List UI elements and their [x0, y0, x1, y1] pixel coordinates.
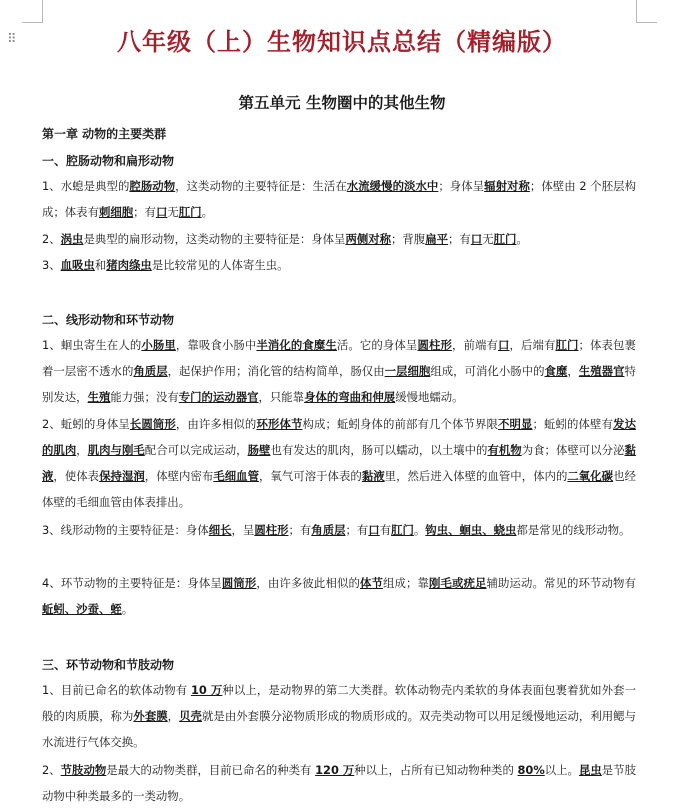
key-term: 昆虫: [578, 763, 602, 777]
text-run: ，靠吸食小肠中: [175, 338, 257, 352]
text-run: 2、: [42, 232, 61, 246]
key-term: 肛门: [178, 205, 202, 219]
text-run: 能力强；没有: [110, 390, 179, 404]
text-run: 。: [201, 205, 213, 219]
page-corner-mark-right: [636, 0, 657, 23]
text-run: 配合可以完成运动，: [144, 443, 248, 457]
key-term: 有机物: [487, 443, 522, 457]
key-term: 涡虫: [60, 232, 84, 246]
text-run: ，: [167, 709, 180, 723]
key-term: 猪肉绦虫: [106, 258, 152, 272]
text-run: ；体壁由 2 个胚层构成；体表有: [42, 179, 636, 219]
text-run: 3、线形动物的主要特征是：身体: [42, 523, 209, 537]
text-run: 也经体壁的毛细血管由体表排出。: [42, 469, 636, 509]
section-2-paragraph-1: [42, 332, 636, 410]
text-run: 构成；蚯蚓身体的前部有几个体节界限: [302, 417, 499, 431]
key-term: 10 万: [190, 683, 223, 697]
text-run: 种以上，占所有已知动物种类的: [354, 763, 518, 777]
text-run: 都是常见的线形动物。: [516, 523, 631, 537]
text-run: ；有: [345, 523, 369, 537]
text-run: ；背腹: [391, 232, 426, 246]
text-run: ，只能靠: [258, 390, 305, 404]
key-term: 小肠里: [141, 338, 176, 352]
key-term: 两侧对称: [345, 232, 392, 246]
section-3-paragraph-2: [42, 757, 636, 809]
text-run: 4、环节动物的主要特征是：身体呈: [42, 576, 222, 590]
text-run: ；体表包裹着一层密不透水的: [42, 338, 636, 378]
text-run: 组成；靠: [382, 576, 429, 590]
page-corner-mark-left: [22, 0, 43, 23]
key-term: 圆筒形: [221, 576, 257, 590]
key-term: 120 万: [315, 763, 355, 777]
key-term: 不明显: [498, 417, 533, 431]
text-run: 为食；体壁可以分泌: [521, 443, 625, 457]
key-term: 专门的运动器官: [178, 390, 259, 404]
text-run: 1、目前已命名的软体动物有: [42, 683, 191, 697]
text-run: ，: [567, 364, 579, 378]
section-1-paragraph-2: [42, 226, 636, 252]
text-run: 就是由外套膜分泌物质形成的物质形成的。双壳类动物可以用足缓慢地运动，利用鳃与水流进行气体交换。: [42, 709, 636, 749]
text-run: 是比较常见的人体寄生虫。: [151, 258, 289, 272]
text-run: 无: [167, 205, 179, 219]
text-run: 1、水螅是典型的: [42, 179, 130, 193]
key-term: 生殖器官: [578, 364, 625, 378]
text-run: ；蚯蚓的体壁有: [532, 417, 614, 431]
key-term: 发达的肌肉: [42, 417, 636, 457]
text-run: 辅助运动。常见的环节动物有: [486, 576, 636, 590]
section-1-paragraph-3: [42, 252, 636, 278]
text-run: 。: [413, 523, 426, 537]
key-term: 外套膜: [133, 709, 168, 723]
text-run: ，起保护作用；消化管的结构简单，肠仅由: [167, 364, 385, 378]
text-run: 和: [94, 258, 107, 272]
text-run: ，: [76, 443, 88, 457]
text-run: 以上。: [544, 763, 579, 777]
text-run: 是典型的扁形动物，这类动物的主要特征是：身体呈: [83, 232, 346, 246]
text-run: ；有: [448, 232, 471, 246]
text-run: ，体壁内密布: [144, 469, 214, 483]
key-term: 肛门: [391, 523, 414, 537]
text-run: 活。它的身体呈: [336, 338, 418, 352]
text-run: ，后端有: [509, 338, 556, 352]
key-term: 长圆筒形: [129, 417, 176, 431]
text-run: ，由许多彼此相似的: [256, 576, 360, 590]
key-term: 刺细胞: [98, 205, 134, 219]
section-2-paragraph-4: [42, 570, 636, 622]
key-term: 细长: [208, 523, 232, 537]
section-heading-3: 三、环节动物和节肢动物: [42, 658, 175, 672]
text-run: 是最大的动物类群，目前已命名的种类有: [106, 763, 316, 777]
section-1-paragraph-1: [42, 173, 636, 225]
chapter-title: 第一章 动物的主要类群: [42, 127, 167, 141]
key-term: 体节: [359, 576, 383, 590]
key-term: 口: [497, 338, 510, 352]
key-term: 身体的弯曲和伸展: [304, 390, 396, 404]
text-run: 种以上，是动物界的第二大类群。软体动物壳内柔软的身体表面包裹着犹如外套一般的肉质膜，称为: [42, 683, 636, 723]
key-term: 圆柱形: [417, 338, 452, 352]
key-term: 贝壳: [179, 709, 202, 723]
key-term: 黏液: [361, 469, 385, 483]
section-2-paragraph-2: [42, 411, 636, 515]
key-term: 钩虫、蛔虫、蛲虫: [425, 523, 517, 537]
unit-title: 第五单元 生物圈中的其他生物: [238, 93, 446, 112]
key-term: 口: [470, 232, 483, 246]
text-run: 特别发达，: [42, 364, 636, 404]
key-term: 节肢动物: [60, 763, 107, 777]
key-term: 角质层: [311, 523, 346, 537]
key-term: 半消化的食糜生: [256, 338, 337, 352]
key-term: 蚯蚓、沙蚕、蛭: [42, 602, 122, 616]
key-term: 扁平: [425, 232, 448, 246]
text-run: 是节肢动物中种类最多的一类动物。: [42, 763, 636, 803]
text-run: 有: [379, 523, 392, 537]
text-run: ；有: [133, 205, 156, 219]
section-heading-1: 一、腔肠动物和扁形动物: [42, 154, 175, 168]
text-run: ，前端有: [451, 338, 498, 352]
key-term: 圆柱形: [254, 523, 289, 537]
key-term: 环形体节: [256, 417, 303, 431]
text-run: 。: [121, 602, 134, 616]
section-2-paragraph-3: [42, 517, 636, 543]
key-term: 刚毛或疣足: [428, 576, 487, 590]
key-term: 辐射对称: [484, 179, 530, 193]
key-term: 生殖: [87, 390, 111, 404]
text-run: ，呈: [231, 523, 255, 537]
text-run: 组成，可消化小肠中的: [430, 364, 545, 378]
section-heading-2: 二、线形动物和环节动物: [42, 313, 175, 327]
doc-title: 八年级（上）生物知识点总结（精编版）: [117, 27, 567, 56]
key-term: 80%: [517, 763, 545, 777]
text-run: 3、: [42, 258, 61, 272]
key-term: 黏液: [42, 443, 636, 483]
key-term: 血吸虫: [60, 258, 95, 272]
text-run: 无: [482, 232, 494, 246]
text-run: ；有: [288, 523, 312, 537]
key-term: 肛门: [555, 338, 579, 352]
key-term: 口: [155, 205, 168, 219]
key-term: 口: [368, 523, 380, 537]
key-term: 肌肉与刚毛: [87, 443, 145, 457]
key-term: 水流缓慢的淡水中: [346, 179, 439, 193]
text-run: 里，然后进入体壁的血管中，体内的: [384, 469, 568, 483]
text-run: 。: [516, 232, 528, 246]
key-term: 肛门: [493, 232, 517, 246]
key-term: 肠壁: [247, 443, 271, 457]
key-term: 角质层: [133, 364, 168, 378]
key-term: 腔肠动物: [129, 179, 176, 193]
key-term: 食糜: [544, 364, 568, 378]
text-run: 也有发达的肌肉，肠可以蠕动，以土壤中的: [270, 443, 488, 457]
text-run: 1、蛔虫寄生在人的: [42, 338, 142, 352]
text-run: ；身体呈: [438, 179, 485, 193]
move-handle-icon[interactable]: ⠿: [7, 32, 15, 47]
text-run: 2、蚯蚓的身体呈: [42, 417, 130, 431]
key-term: 保持湿润: [99, 469, 145, 483]
text-run: ，氧气可溶于体表的: [259, 469, 362, 483]
text-run: ，这类动物的主要特征是：生活在: [175, 179, 347, 193]
text-run: 2、: [42, 763, 61, 777]
key-term: 毛细血管: [213, 469, 260, 483]
text-run: ，使体表: [53, 469, 100, 483]
section-3-paragraph-1: [42, 677, 636, 755]
key-term: 二氧化碳: [567, 469, 614, 483]
text-run: 缓慢地蠕动。: [395, 390, 464, 404]
text-run: ，由许多相似的: [175, 417, 257, 431]
key-term: 一层细胞: [384, 364, 431, 378]
